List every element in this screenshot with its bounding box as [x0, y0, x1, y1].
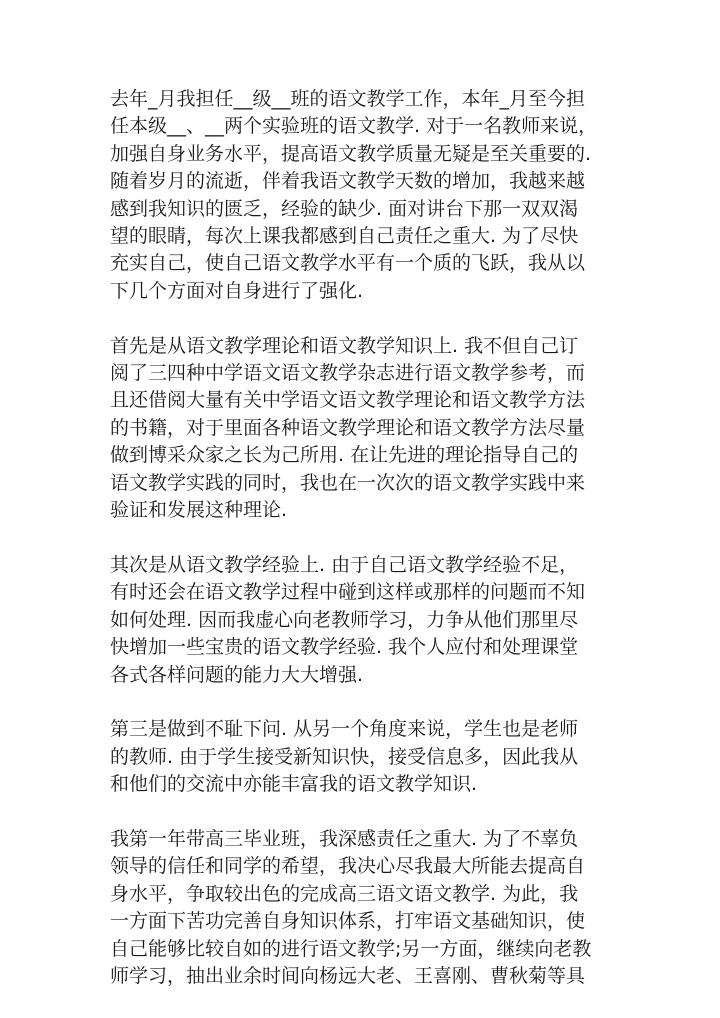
text-line: 一方面下苦功完善自身知识体系，打牢语文基础知识，使	[110, 910, 586, 933]
paragraph-5	[110, 826, 610, 990]
text-line: 任本级__、__两个实验班的语文教学. 对于一名教师来说，	[110, 115, 598, 138]
text-line: 语文教学实践的同时，我也在一次次的语文教学实践中来	[110, 471, 586, 494]
text-line: 身水平，争取较出色的完成高三语文语文教学. 为此，我	[110, 882, 579, 905]
text-line: 有时还会在语文教学过程中碰到这样或那样的问题而不知	[110, 581, 586, 604]
text-line: 和他们的交流中亦能丰富我的语文教学知识.	[110, 773, 478, 796]
text-line: 去年_月我担任__级__班的语文教学工作，本年_月至今担	[110, 88, 586, 110]
text-line: 师学习，抽出业余时间向杨远大老、王喜刚、曹秋菊等具	[110, 964, 586, 987]
paragraph-1	[110, 86, 610, 305]
text-line: 的教师. 由于学生接受新知识快，接受信息多，因此我从	[110, 745, 579, 768]
text-line: 下几个方面对自身进行了强化.	[110, 279, 364, 302]
paragraph-2	[110, 333, 610, 525]
text-line: 阅了三四种中学语文语文教学杂志进行语文教学参考，而	[110, 362, 586, 385]
text-line: 随着岁月的流逝，伴着我语文教学天数的增加，我越来越	[110, 170, 586, 193]
text-line: 验证和发展这种理论.	[110, 499, 288, 522]
text-line: 的书籍，对于里面各种语文教学理论和语文教学方法尽量	[110, 416, 586, 439]
text-line: 快增加一些宝贵的语文教学经验. 我个人应付和处理课堂	[110, 636, 579, 659]
text-line: 我第一年带高三毕业班，我深感责任之重大. 为了不辜负	[110, 827, 579, 850]
document-body	[110, 86, 610, 1018]
paragraph-3	[110, 552, 610, 689]
text-line: 做到博采众家之长为己所用. 在让先进的理论指导自己的	[110, 444, 579, 467]
paragraph-4	[110, 716, 610, 798]
text-line: 首先是从语文教学理论和语文教学知识上. 我不但自己订	[110, 334, 579, 357]
text-line: 充实自己，使自己语文教学水平有一个质的飞跃，我从以	[110, 252, 586, 275]
text-line: 自己能够比较自如的进行语文教学;另一方面，继续向老教	[110, 937, 592, 960]
text-line: 加强自身业务水平，提高语文教学质量无疑是至关重要的.	[110, 142, 592, 165]
text-line: 其次是从语文教学经验上. 由于自己语文教学经验不足，	[110, 553, 579, 576]
text-line: 且还借阅大量有关中学语文语文教学理论和语文教学方法	[110, 389, 586, 412]
text-line: 感到我知识的匮乏，经验的缺少. 面对讲台下那一双双渴	[110, 197, 579, 220]
text-line: 如何处理. 因而我虚心向老教师学习，力争从他们那里尽	[110, 608, 579, 631]
text-line: 领导的信任和同学的希望，我决心尽我最大所能去提高自	[110, 855, 586, 878]
text-line: 各式各样问题的能力大大增强.	[110, 663, 364, 686]
text-line: 望的眼睛，每次上课我都感到自己责任之重大. 为了尽快	[110, 225, 579, 248]
text-line: 第三是做到不耻下问. 从另一个角度来说，学生也是老师	[110, 718, 579, 741]
